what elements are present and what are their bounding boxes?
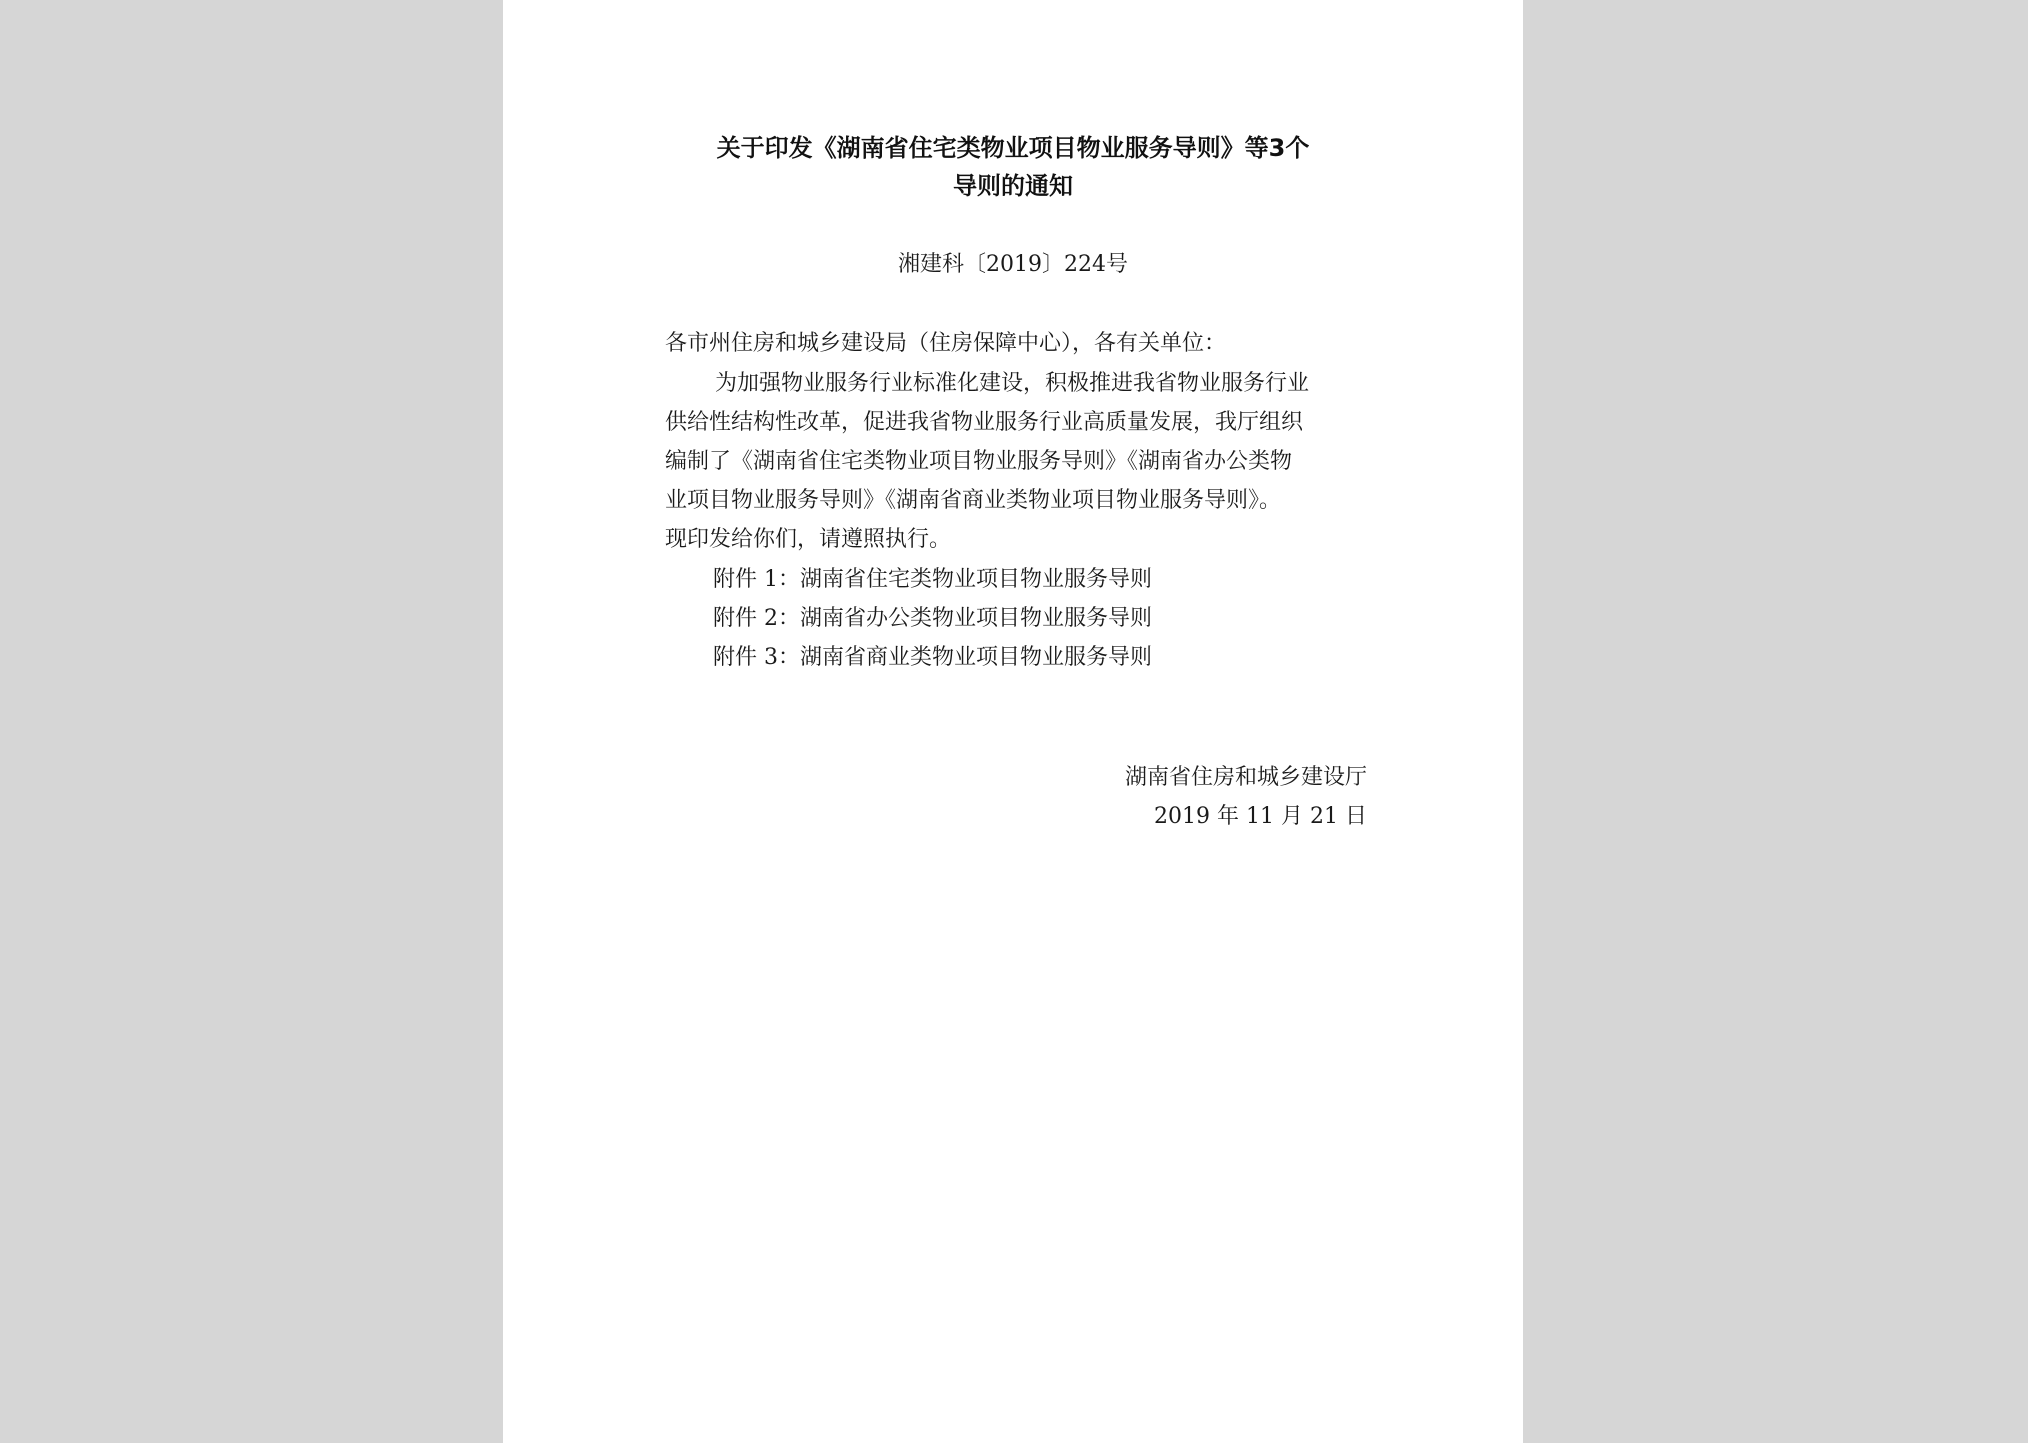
attachment-1: 附件 1：湖南省住宅类物业项目物业服务导则 — [713, 567, 1152, 592]
document-title-line-2: 导则的通知 — [953, 172, 1073, 200]
issuer-signature: 湖南省住房和城乡建设厅 — [1124, 765, 1367, 790]
body-line-4: 业项目物业服务导则》《湖南省商业类物业项目物业服务导则》。 — [665, 488, 1282, 513]
issue-date: 2019 年 11 月 21 日 — [1154, 804, 1367, 829]
attachment-2: 附件 2：湖南省办公类物业项目物业服务导则 — [713, 606, 1152, 631]
document-number: 湘建科〔2019〕224号 — [898, 252, 1128, 277]
document-page — [503, 0, 1523, 1443]
body-line-5: 现印发给你们，请遵照执行。 — [665, 527, 952, 552]
salutation: 各市州住房和城乡建设局（住房保障中心），各有关单位： — [665, 331, 1227, 356]
document-title-line-1: 关于印发《湖南省住宅类物业项目物业服务导则》等3个 — [716, 134, 1310, 162]
body-line-1: 为加强物业服务行业标准化建设，积极推进我省物业服务行业 — [715, 371, 1310, 396]
body-line-2: 供给性结构性改革，促进我省物业服务行业高质量发展，我厅组织 — [665, 410, 1304, 435]
attachment-3: 附件 3：湖南省商业类物业项目物业服务导则 — [713, 645, 1152, 670]
body-line-3: 编制了《湖南省住宅类物业项目物业服务导则》《湖南省办公类物 — [665, 449, 1293, 474]
